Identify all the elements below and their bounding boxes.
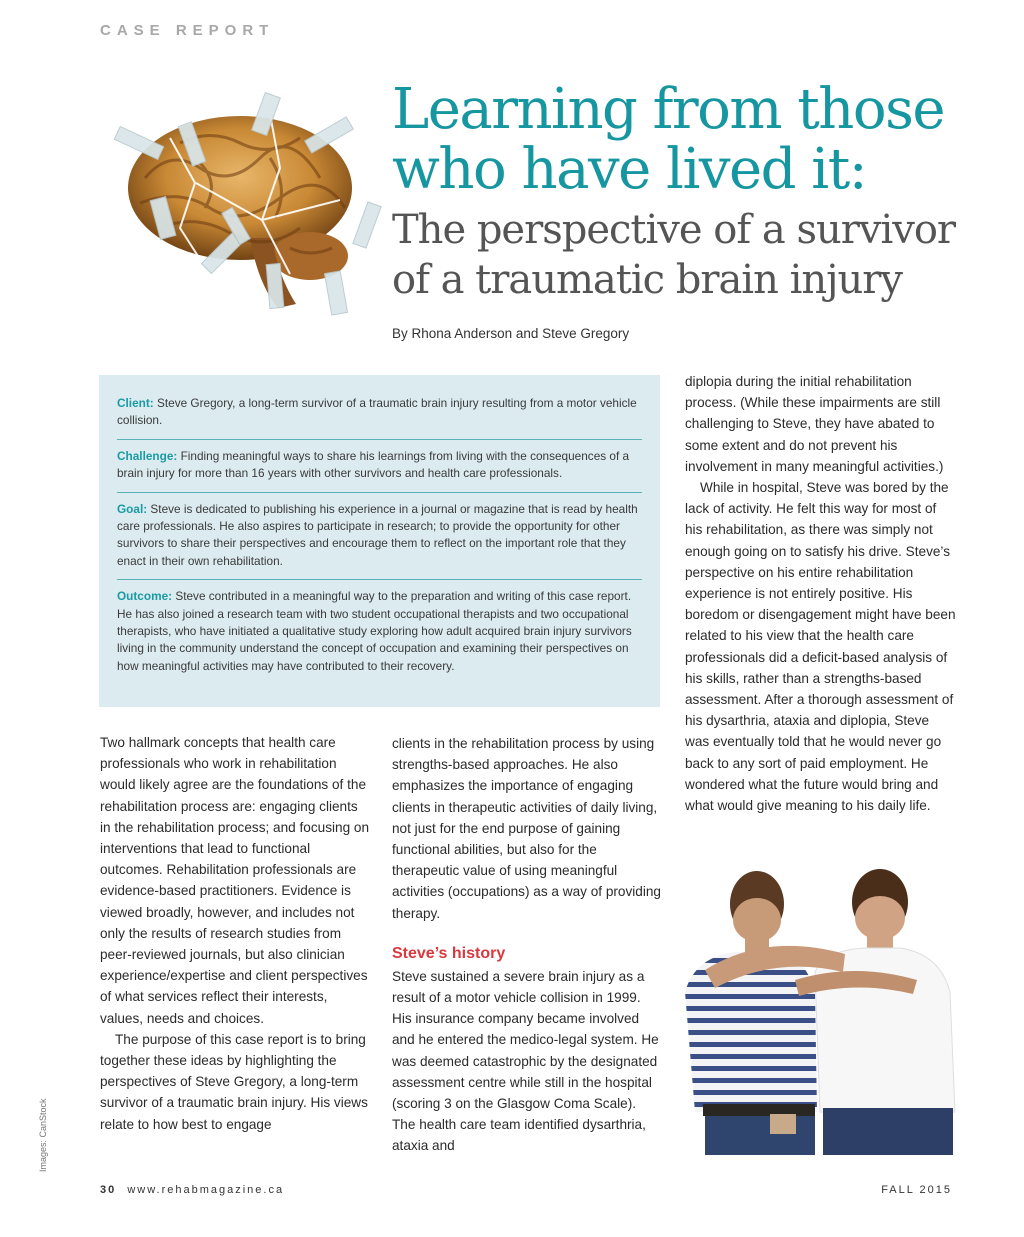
website-link[interactable]: www.rehabmagazine.ca [127,1184,285,1196]
summary-client [117,395,642,430]
article-title [392,77,992,202]
summary-text: Finding meaningful ways to share his learnings from living with the consequences of a brain injury for more than 16 years with other survivors and health care professionals. [117,448,630,481]
summary-goal [117,501,642,571]
paragraph: clients in the rehabilitation process by using strengths-based approaches. He also emphasizes the importance of engaging clients in therapeutic activities of daily living, not just for the end purpose of gaining functional abilities, but also for the therapeutic value of using meaningful activities (occupations) as a way of providing therapy. [392,736,661,921]
summary-outcome [117,588,642,675]
summary-label: Client: [117,396,154,410]
title-line-2: who have lived it: [392,137,867,202]
subtitle-line-2: of a traumatic brain injury [392,257,903,303]
summary-divider [117,579,642,580]
summary-divider [117,439,642,440]
paragraph: Two hallmark concepts that health care professionals who work in rehabilitation would likely agree are the foundations of the rehabilitation process are: engaging clients in the rehabilitation process; and focusing on interventions that lead to functional outcomes. Rehabilitation professionals are evidence-based practitioners. Evidence is viewed broadly, however, and includes not only the results of research studies from peer-reviewed journals, but also clinician experience/expertise and client perspectives of what services reflect their interests, values, needs and choices. [100,735,370,1026]
summary-label: Challenge: [117,448,178,463]
article-subtitle [392,205,992,305]
image-credit: Images: CanStock [38,1098,48,1172]
case-summary-box [99,375,660,707]
section-heading-history: Steve’s history [392,944,506,962]
brain-illustration [100,88,392,320]
summary-divider [117,492,642,493]
byline: By Rhona Anderson and Steve Gregory [392,326,630,341]
subtitle-line-1: The perspective of a survivor [392,207,956,253]
paragraph: While in hospital, Steve was bored by the lack of activity. He felt this way for most of his rehabilitation, as there was simply not enough going on to satisfy his drive. Steve’s perspective on his entire rehabilitation experience is not entirely positive. His boredom or disengagement might have been related to his view that the health care professionals did a deficit-based analysis of his skills, rather than a strengths-based assessment. After a thorough assessment of his dysarthria, ataxia and diplopia, Steve was eventually told that he would never go back to any sort of paid employment. He wondered what the future would bring and what would give meaning to his daily life. [685,480,956,814]
summary-label: Outcome: [117,589,173,604]
summary-text: Steve is dedicated to publishing his experience in a journal or magazine that is read by health care professionals. He also aspires to participate in research; to provide the opportunity for other survivors to share their perspectives and encourage them to reflect on the important role that they enact in their own rehabilitation. [117,501,638,568]
paragraph: Steve sustained a severe brain injury as a result of a motor vehicle collision in 1999. His insurance company became involved and he entered the medico-legal system. He was deemed catastrophic by the designated assessment centre while still in the hospital (scoring 3 on the Glasgow Coma Scale). The health care team identified dysarthria, ataxia and [392,968,659,1154]
summary-text: Steve Gregory, a long-term survivor of a traumatic brain injury resulting from a motor vehicle collision. [117,396,637,428]
page-number: 30 [100,1184,117,1196]
body-column-3 [685,371,957,816]
issue-label: FALL 2015 [881,1184,952,1196]
paragraph: The purpose of this case report is to bring together these ideas by highlighting the perspectives of Steve Gregory, a long-term survivor of a traumatic brain injury. His views relate to how best to engage [100,1031,368,1132]
body-column-2 [392,733,662,1157]
summary-challenge [117,448,642,483]
footer-left [100,1184,284,1196]
two-men-photo [675,862,960,1155]
paragraph: diplopia during the initial rehabilitation process. (While these impairments are still challenging to Steve, they have abated to some extent and do not prevent his involvement in many meaningful activities.) [685,374,944,474]
title-line-1: Learning from those [392,77,944,142]
body-column-1 [100,732,370,1135]
summary-label: Goal: [117,501,148,516]
section-kicker: CASE REPORT [100,22,275,39]
summary-text: Steve contributed in a meaningful way to the preparation and writing of this case report. He has also joined a research team with two student occupational therapists and two occupational therapists, who have initiated a qualitative study exploring how adult acquired brain injury survivors living in the community understand the concept of occupation and examining their perspectives on how meaningful activities may have contributed to their recovery. [117,589,632,673]
